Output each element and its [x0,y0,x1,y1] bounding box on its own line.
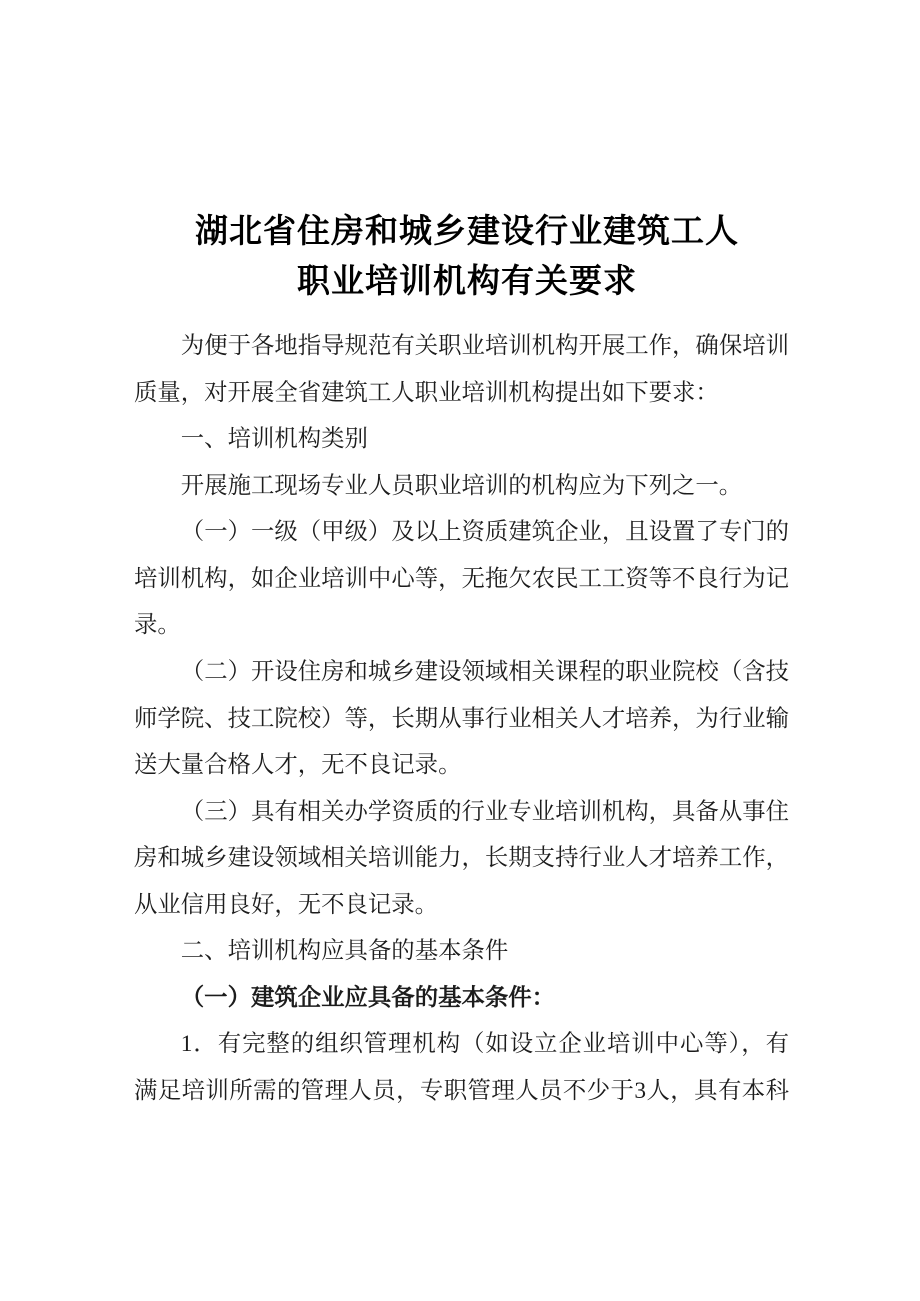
document-title [7,206,920,306]
text-line: 开展施工现场专业人员职业培训的机构应为下列之一。 [180,472,743,499]
text-line: 房和城乡建设领域相关培训能力，长期支持行业人才培养工作， [134,845,789,872]
text-line: （三）具有相关办学资质的行业专业培训机构，具备从事住 [180,798,789,825]
paragraph-section-1-lead [134,463,789,510]
text-line: 培训机构，如企业培训中心等，无拖欠农民工工资等不良行为记 [134,565,789,592]
document-title-line-2: 职业培训机构有关要求 [297,262,637,299]
paragraph-intro [134,323,789,416]
text-line: 满足培训所需的管理人员，专职管理人员不少于3人，具有本科 [134,1078,789,1104]
paragraph-condition-1 [134,1021,789,1114]
text-line: 1．有完整的组织管理机构（如设立企业培训中心等），有 [180,1031,789,1058]
text-line: 送大量合格人才，无不良记录。 [134,752,462,779]
text-line: 录。 [134,612,181,639]
text-line: 师学院、技工院校）等，长期从事行业相关人才培养，为行业输 [134,705,789,732]
paragraph-item-2 [134,649,789,789]
document-title-line-1: 湖北省住房和城乡建设行业建筑工人 [195,212,739,249]
text-line: 从业信用良好，无不良记录。 [134,891,439,918]
paragraph-item-3 [134,789,789,929]
text-line: 为便于各地指导规范有关职业培训机构开展工作，确保培训 [180,333,789,359]
sub-heading-line: （一）建筑企业应具备的基本条件： [180,984,556,1011]
section-heading-line: 二、培训机构应具备的基本条件 [180,938,509,965]
paragraph-sub-heading-bold [134,975,789,1022]
document-body [134,323,789,1115]
text-line: （二）开设住房和城乡建设领域相关课程的职业院校（含技 [180,658,789,685]
paragraph-section-1-heading [134,416,789,463]
paragraph-item-1 [134,509,789,649]
text-line: 质量，对开展全省建筑工人职业培训机构提出如下要求： [134,379,719,406]
paragraph-section-2-heading [134,928,789,975]
text-line: （一）一级（甲级）及以上资质建筑企业，且设置了专门的 [180,519,789,546]
section-heading-line: 一、培训机构类别 [180,426,368,453]
